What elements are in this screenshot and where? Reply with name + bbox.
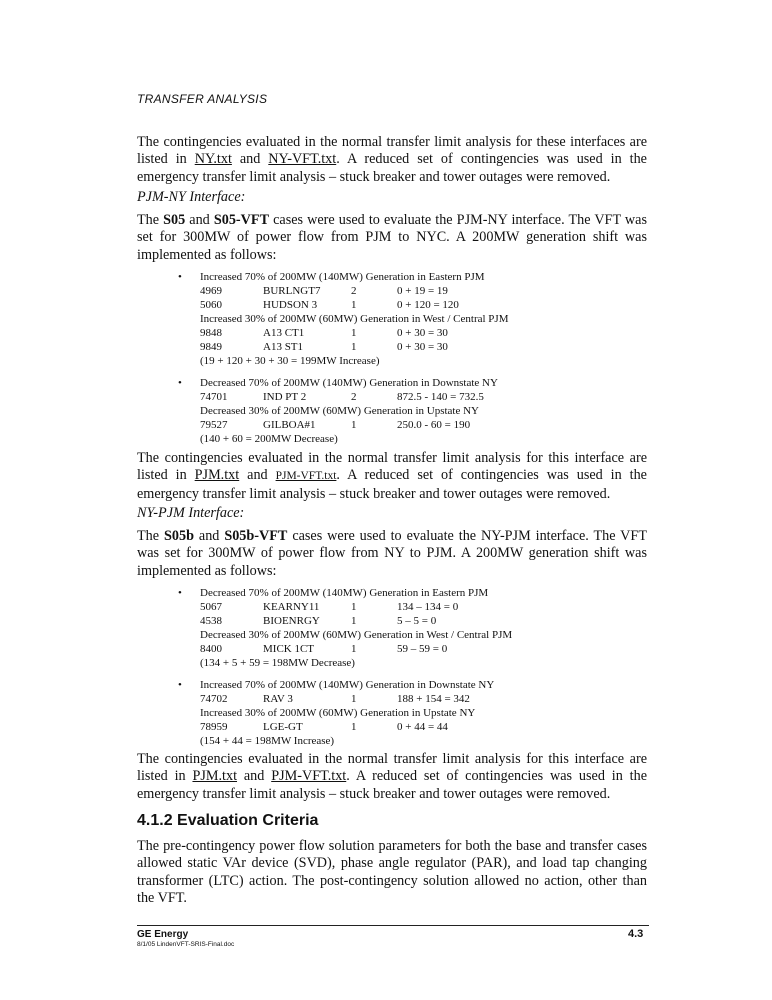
mw-change: 0 + 30 = 30	[397, 341, 448, 353]
footer-company: GE Energy	[137, 929, 189, 940]
generator-row	[200, 390, 598, 404]
shift-description: Increased 70% of 200MW (140MW) Generation in Eastern PJM	[200, 271, 485, 283]
bus-number: 4969	[200, 285, 222, 297]
intro-paragraph	[137, 134, 647, 186]
mw-change: 0 + 44 = 44	[397, 721, 448, 733]
pjm-ny-subheading: PJM-NY Interface:	[137, 189, 246, 205]
shift-description: Increased 30% of 200MW (60MW) Generation in West / Central PJM	[200, 313, 509, 325]
unit-id: 1	[351, 601, 357, 613]
shift-description: Decreased 30% of 200MW (60MW) Generation in West / Central PJM	[200, 629, 513, 641]
mw-change: 872.5 - 140 = 732.5	[397, 391, 484, 403]
ny-pjm-contingency-paragraph-block	[137, 751, 647, 803]
bus-number: 9849	[200, 341, 222, 353]
generator-row	[200, 614, 598, 628]
case-name: S05b-VFT	[224, 528, 288, 544]
bus-name: IND PT 2	[263, 391, 307, 403]
shift-description: Decreased 70% of 200MW (140MW) Generation in Eastern PJM	[200, 587, 489, 599]
text-run: and	[185, 212, 214, 228]
shift-total: (154 + 44 = 198MW Increase)	[200, 735, 335, 747]
unit-id: 1	[351, 299, 357, 311]
pjm-txt-link[interactable]: PJM.txt	[194, 467, 240, 484]
ny-pjm-paragraph-block	[137, 528, 647, 580]
section-heading: 4.1.2 Evaluation Criteria	[137, 812, 319, 829]
unit-id: 1	[351, 693, 357, 705]
bus-name: HUDSON 3	[263, 299, 318, 311]
bus-number: 74702	[200, 693, 228, 705]
unit-id: 1	[351, 327, 357, 339]
shift-total: (19 + 120 + 30 + 30 = 199MW Increase)	[200, 355, 380, 367]
ny-txt-link[interactable]: NY.txt	[194, 151, 232, 168]
ny-pjm-generation-shift-list	[178, 586, 598, 748]
case-name: S05-VFT	[213, 212, 270, 228]
footer-divider	[137, 925, 649, 926]
unit-id: 1	[351, 419, 357, 431]
running-header: TRANSFER ANALYSIS	[137, 92, 268, 106]
text-run: The	[137, 528, 164, 544]
bus-number: 74701	[200, 391, 228, 403]
bus-name: MICK 1CT	[263, 643, 315, 655]
ny-vft-txt-link[interactable]: NY-VFT.txt	[268, 151, 337, 168]
pjm-ny-paragraph	[137, 212, 647, 264]
bus-number: 5060	[200, 299, 222, 311]
text-run: cases were used to evaluate the PJM-NY interface. The VFT was set for 300MW of power flow from PJM to NYC. A 200MW generation shift was implemented as follows:	[137, 212, 647, 263]
list-item	[178, 376, 598, 446]
generator-row	[200, 692, 598, 706]
generator-row	[200, 720, 598, 734]
text-run: and	[193, 528, 225, 544]
text-run: . A reduced set of contingencies was used in the emergency transfer limit analysis – stuck breaker and tower outages were removed.	[137, 151, 647, 185]
text-run: The contingencies evaluated in the normal transfer limit analysis for this interface are listed in	[137, 450, 647, 484]
ny-pjm-contingency-paragraph	[137, 751, 647, 803]
footer-filename: 8/1/05 LindenVFT-SRIS-Final.doc	[137, 941, 235, 948]
bullet-icon: •	[178, 271, 182, 283]
pjm-ny-paragraph-block	[137, 212, 647, 264]
generator-row	[200, 600, 598, 614]
text-run: . A reduced set of contingencies was used in the emergency transfer limit analysis – stuck breaker and tower outages were removed.	[137, 768, 647, 802]
bullet-icon: •	[178, 679, 182, 691]
mw-change: 0 + 19 = 19	[397, 285, 448, 297]
case-name: S05	[163, 212, 186, 228]
unit-id: 1	[351, 721, 357, 733]
text-run: cases were used to evaluate the NY-PJM interface. The VFT was set for 300MW of power flow from NY to PJM. A 200MW generation shift was implemented as follows:	[137, 528, 647, 579]
list-item	[178, 586, 598, 670]
bus-name: GILBOA#1	[263, 419, 316, 431]
generator-row	[200, 418, 598, 432]
bus-number: 9848	[200, 327, 222, 339]
shift-description: Increased 70% of 200MW (140MW) Generation in Downstate NY	[200, 679, 495, 691]
bus-name: A13 ST1	[263, 341, 304, 353]
mw-change: 0 + 120 = 120	[397, 299, 459, 311]
generator-row	[200, 326, 598, 340]
generator-row	[200, 340, 598, 354]
evaluation-criteria-paragraph: The pre-contingency power flow solution parameters for both the base and transfer cases allowed static VAr device (SVD), phase angle regulator (PAR), and load tap changing transformer (LTC) action. The post-contingency solution allowed no action, other than the VFT.	[137, 838, 647, 907]
bus-number: 8400	[200, 643, 222, 655]
text-run: . A reduced set of contingencies was used in the emergency transfer limit analysis – stuck breaker and tower outages were removed.	[137, 467, 647, 502]
shift-total: (140 + 60 = 200MW Decrease)	[200, 433, 338, 445]
text-run: The contingencies evaluated in the normal transfer limit analysis for this interface are listed in	[137, 751, 647, 785]
bus-name: LGE-GT	[263, 721, 303, 733]
bus-name: KEARNY11	[263, 601, 320, 613]
pjm-ny-subheading-block	[137, 189, 647, 206]
shift-description: Decreased 70% of 200MW (140MW) Generation in Downstate NY	[200, 377, 498, 389]
mw-change: 250.0 - 60 = 190	[397, 419, 471, 431]
text-run: and	[231, 151, 269, 168]
mw-change: 5 – 5 = 0	[397, 615, 437, 627]
mw-change: 59 – 59 = 0	[397, 643, 448, 655]
pjm-ny-generation-shift-list	[178, 270, 598, 446]
bullet-icon: •	[178, 377, 182, 389]
shift-total: (134 + 5 + 59 = 198MW Decrease)	[200, 657, 355, 669]
list-item	[178, 678, 598, 748]
case-name: S05b	[164, 528, 194, 544]
mw-change: 134 – 134 = 0	[397, 601, 459, 613]
page-number: 4.3	[628, 928, 644, 940]
bus-name: BIOENRGY	[263, 615, 320, 627]
bus-number: 4538	[200, 615, 222, 627]
text-run: and	[239, 467, 276, 484]
shift-description: Increased 30% of 200MW (60MW) Generation in Upstate NY	[200, 707, 476, 719]
bus-number: 5067	[200, 601, 222, 613]
unit-id: 1	[351, 643, 357, 655]
unit-id: 2	[351, 391, 357, 403]
pjm-vft-txt-link[interactable]: PJM-VFT.txt	[275, 470, 337, 483]
generator-row	[200, 298, 598, 312]
unit-id: 1	[351, 615, 357, 627]
text-run: The contingencies evaluated in the normal transfer limit analysis for these interfaces are listed in	[137, 134, 647, 168]
ny-pjm-subheading-block	[137, 505, 647, 522]
bus-name: BURLNGT7	[263, 285, 321, 297]
bus-number: 78959	[200, 721, 228, 733]
evaluation-criteria-paragraph-block	[137, 838, 647, 908]
list-item	[178, 270, 598, 368]
bus-name: A13 CT1	[263, 327, 305, 339]
shift-description: Decreased 30% of 200MW (60MW) Generation in Upstate NY	[200, 405, 479, 417]
generator-row	[200, 642, 598, 656]
mw-change: 188 + 154 = 342	[397, 693, 470, 705]
text-run: The	[137, 212, 164, 228]
pjm-ny-contingency-paragraph-block	[137, 450, 647, 503]
bullet-icon: •	[178, 587, 182, 599]
mw-change: 0 + 30 = 30	[397, 327, 448, 339]
ny-pjm-subheading: NY-PJM Interface:	[137, 505, 245, 521]
pjm-ny-contingency-paragraph	[137, 450, 647, 503]
pjm-txt-link[interactable]: PJM.txt	[192, 768, 238, 785]
ny-pjm-paragraph	[137, 528, 647, 580]
unit-id: 2	[351, 285, 357, 297]
intro-paragraph-block	[137, 134, 647, 186]
bus-number: 79527	[200, 419, 228, 431]
text-run: and	[237, 768, 272, 785]
unit-id: 1	[351, 341, 357, 353]
generator-row	[200, 284, 598, 298]
pjm-vft-txt-link[interactable]: PJM-VFT.txt	[271, 768, 347, 785]
bus-name: RAV 3	[263, 693, 293, 705]
